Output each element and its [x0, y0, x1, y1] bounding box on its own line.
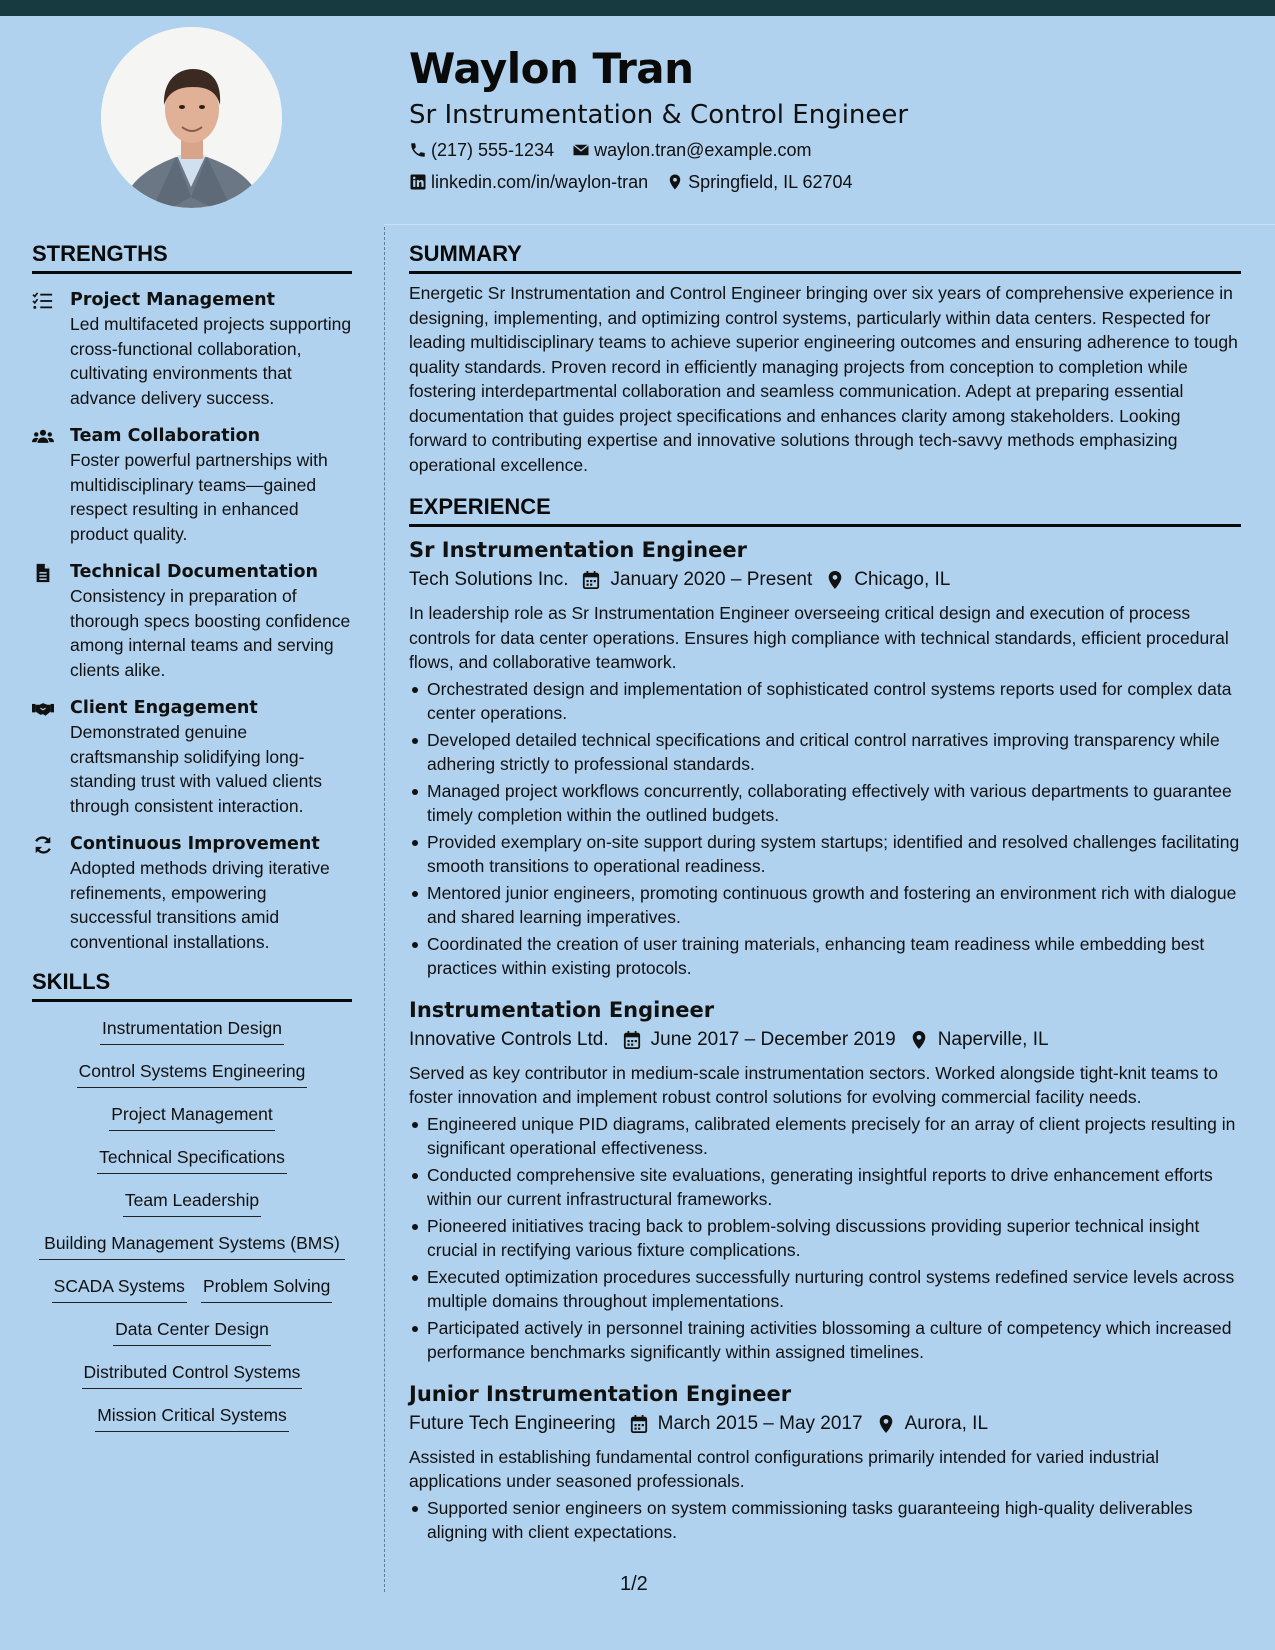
strength-title: Technical Documentation [70, 562, 319, 582]
strength-item [32, 832, 352, 954]
document-icon [32, 563, 54, 583]
users-icon [32, 427, 54, 447]
linkedin-contact[interactable] [409, 170, 648, 194]
job-dates: June 2017 – December 2019 [650, 1028, 896, 1050]
bullet-item: Developed detailed technical specifications and critical control narratives improving transparency while adhering strictly to professional standards. [409, 728, 1241, 777]
email-text: waylon.tran@example.com [594, 140, 812, 160]
location-text: Springfield, IL 62704 [688, 172, 853, 192]
strength-desc: Adopted methods driving iterative refinements, empowering successful transitions amid conventional installations. [70, 858, 330, 952]
job-description: Served as key contributor in medium-scale instrumentation sectors. Worked alongside tight-knit teams to foster innovation and implement robust control solutions for evolving commercial facility needs. [409, 1062, 1218, 1107]
job-location: Chicago, IL [854, 569, 951, 590]
header [409, 40, 1229, 194]
skill-tag: Data Center Design [113, 1317, 271, 1346]
job-company: Innovative Controls Ltd. [409, 1028, 609, 1050]
handshake-icon [32, 699, 54, 719]
bullet-item: Provided exemplary on-site support during system startups; identified and resolved challenges facilitating smooth transitions to operational readiness. [409, 830, 1241, 879]
left-column [32, 240, 352, 1446]
strength-title: Client Engagement [70, 698, 258, 718]
skill-tag: Technical Specifications [97, 1145, 287, 1174]
skills-heading: SKILLS [32, 968, 352, 1002]
job-title: Sr Instrumentation & Control Engineer [409, 100, 909, 130]
bullet-item: Participated actively in personnel training activities blossoming a culture of competency which increased performance benchmarks significantly within assigned timelines. [409, 1316, 1241, 1365]
job-entry [409, 1379, 1241, 1545]
strength-title: Continuous Improvement [70, 834, 320, 854]
job-meta [409, 565, 1241, 595]
job-role: Instrumentation Engineer [409, 997, 715, 1022]
skill-tag: Problem Solving [201, 1274, 332, 1303]
strength-item [32, 288, 352, 410]
phone-contact[interactable] [409, 138, 554, 162]
job-meta [409, 1025, 1241, 1055]
bullet-item: Supported senior engineers on system commissioning tasks guaranteeing high-quality deliverables aligning with client expectations. [409, 1496, 1241, 1545]
job-entry [409, 995, 1241, 1365]
job-meta [409, 1409, 1241, 1439]
profile-photo [101, 27, 282, 208]
bullet-item: Orchestrated design and implementation of sophisticated control systems reports used for complex data center operations. [409, 677, 1241, 726]
header-divider [384, 224, 1275, 225]
job-entry [409, 535, 1241, 981]
skill-tag: Mission Critical Systems [95, 1403, 289, 1432]
column-divider [384, 227, 385, 1592]
contact-row-2 [409, 170, 1229, 194]
skill-tag: Instrumentation Design [100, 1016, 284, 1045]
contact-row-1 [409, 138, 1229, 162]
bullet-item: Executed optimization procedures successfully nurturing control systems redefined service levels across multiple domains throughout implementations. [409, 1265, 1241, 1314]
job-bullets [409, 1496, 1241, 1545]
skill-tag: Project Management [109, 1102, 274, 1131]
job-description: Assisted in establishing fundamental control configurations primarily intended for varied industrial applications under seasoned professionals. [409, 1446, 1159, 1491]
calendar-icon [630, 1414, 648, 1434]
strengths-list [32, 288, 352, 954]
strength-title: Team Collaboration [70, 426, 261, 446]
strength-desc: Consistency in preparation of thorough specs boosting confidence among internal teams and serving clients alike. [70, 586, 351, 680]
skill-tag: Building Management Systems (BMS) [39, 1231, 345, 1260]
envelope-icon [572, 141, 590, 159]
job-dates: March 2015 – May 2017 [657, 1412, 863, 1434]
strength-desc: Led multifaceted projects supporting cross-functional collaboration, cultivating environments that advance delivery success. [70, 314, 352, 408]
phone-text: (217) 555-1234 [431, 140, 555, 160]
list-check-icon [32, 291, 54, 311]
map-pin-icon [826, 570, 844, 590]
bullet-item: Mentored junior engineers, promoting continuous growth and fostering an environment rich with dialogue and shared learning imperatives. [409, 881, 1241, 930]
refresh-icon [32, 835, 54, 855]
summary-heading: SUMMARY [409, 240, 1241, 274]
strength-item [32, 560, 352, 682]
job-role: Junior Instrumentation Engineer [409, 1381, 792, 1406]
linkedin-text: linkedin.com/in/waylon-tran [431, 172, 649, 192]
map-pin-icon [910, 1030, 928, 1050]
skills-list [32, 1016, 352, 1432]
bullet-item: Coordinated the creation of user training materials, enhancing team readiness while embedding best practices within existing protocols. [409, 932, 1241, 981]
strength-item [32, 696, 352, 818]
job-bullets [409, 1112, 1241, 1365]
job-company: Tech Solutions Inc. [409, 569, 569, 590]
map-pin-icon [877, 1414, 895, 1434]
bullet-item: Conducted comprehensive site evaluations, generating insightful reports to drive enhancement efforts within our current infrastructural frameworks. [409, 1163, 1241, 1212]
candidate-name: Waylon Tran [409, 44, 694, 93]
skill-tag: SCADA Systems [52, 1274, 187, 1303]
job-company: Future Tech Engineering [409, 1412, 616, 1434]
top-bar [0, 0, 1275, 16]
location-contact [666, 170, 852, 194]
strength-desc: Foster powerful partnerships with multidisciplinary teams—gained respect resulting in enhanced product quality. [70, 450, 328, 544]
skill-tag: Team Leadership [123, 1188, 261, 1217]
right-column [409, 240, 1241, 1547]
summary-text: Energetic Sr Instrumentation and Control Engineer bringing over six years of comprehensive experience in designing, implementing, and optimizing control systems, particularly within data centers. Respected for leading multidisciplinary teams to achieve superior engineering outcomes and ensuring adherence to tough quality standards. Proven record in efficiently managing projects from conception to completion while fostering interdepartmental collaboration and seamless communication. Adept at preparing essential documentation that guides project specifications and enhances clarity among stakeholders. Looking forward to contributing expertise and innovative solutions through tech-savvy methods emphasizing operational excellence. [409, 283, 1238, 475]
strength-title: Project Management [70, 290, 275, 310]
skill-tag: Distributed Control Systems [82, 1360, 303, 1389]
page-number: 1/2 [620, 1573, 648, 1595]
experience-heading: EXPERIENCE [409, 493, 1241, 527]
job-role: Sr Instrumentation Engineer [409, 538, 747, 562]
map-pin-icon [666, 173, 684, 191]
job-dates: January 2020 – Present [610, 569, 813, 590]
calendar-icon [582, 570, 600, 590]
linkedin-icon [409, 173, 427, 191]
job-location: Naperville, IL [937, 1028, 1049, 1050]
strengths-heading: STRENGTHS [32, 240, 352, 274]
job-bullets [409, 677, 1241, 981]
calendar-icon [623, 1030, 641, 1050]
email-contact[interactable] [572, 138, 811, 162]
strength-item [32, 424, 352, 546]
job-description: In leadership role as Sr Instrumentation Engineer overseeing critical design and execution of process controls for data center operations. Ensures high compliance with technical standards, efficient procedural flows, and collaborative teamwork. [409, 603, 1229, 672]
phone-icon [409, 141, 427, 159]
bullet-item: Managed project workflows concurrently, collaborating effectively with various departments to guarantee timely completion within the outlined budgets. [409, 779, 1241, 828]
bullet-item: Pioneered initiatives tracing back to problem-solving discussions providing superior technical insight crucial in rectifying various fixture complications. [409, 1214, 1241, 1263]
skill-tag: Control Systems Engineering [77, 1059, 308, 1088]
bullet-item: Engineered unique PID diagrams, calibrated elements precisely for an array of client projects resulting in significant operational effectiveness. [409, 1112, 1241, 1161]
strength-desc: Demonstrated genuine craftsmanship solidifying long-standing trust with valued clients through consistent interaction. [70, 722, 322, 816]
job-location: Aurora, IL [904, 1412, 989, 1434]
